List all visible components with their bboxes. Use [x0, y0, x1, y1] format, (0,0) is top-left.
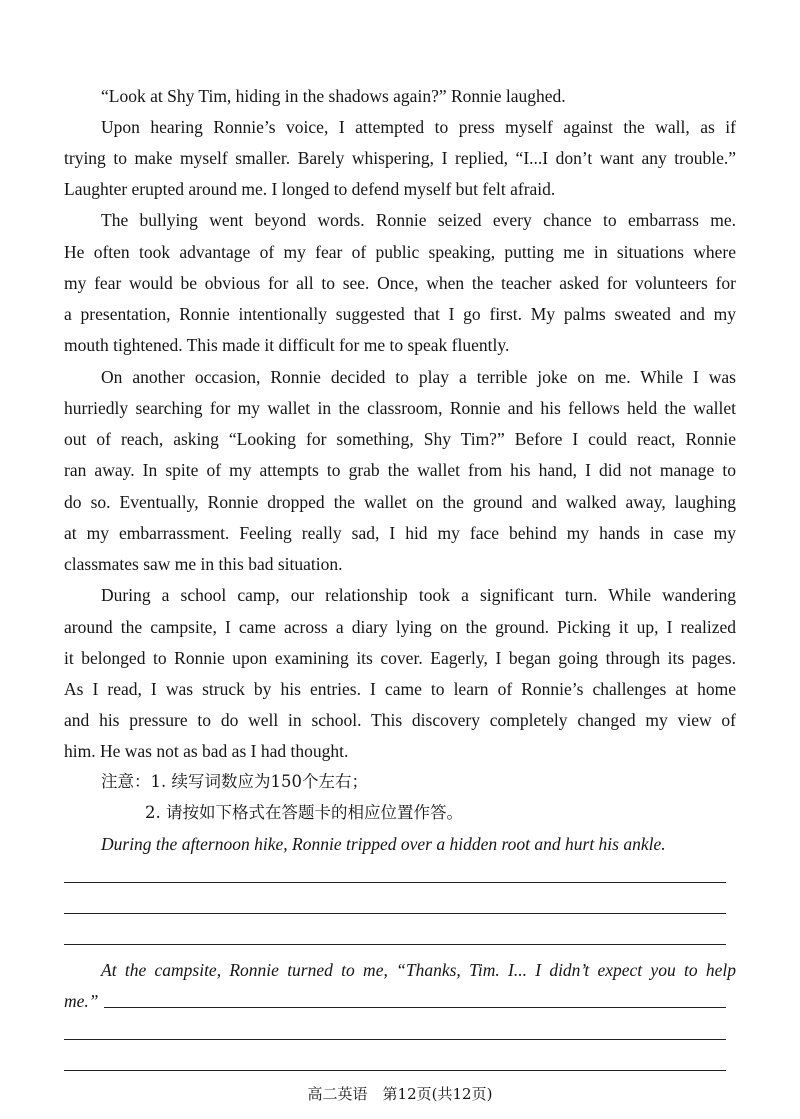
- continuation-prompt-1: During the afternoon hike, Ronnie tripped over a hidden root and hurt his ankle.: [101, 834, 666, 854]
- answer-line: [64, 944, 726, 945]
- passage-line: a presentation, Ronnie intentionally suggested that I go first. My palms sweated and my: [64, 304, 736, 324]
- passage-line: at my embarrassment. Feeling really sad, I hid my face behind my hands in case my: [64, 523, 736, 543]
- answer-line: [64, 1070, 726, 1071]
- passage-line: hurriedly searching for my wallet in the classroom, Ronnie and his fellows held the wallet: [64, 398, 736, 418]
- passage-line: During a school camp, our relationship took a significant turn. While wandering: [101, 585, 736, 605]
- passage-line: around the campsite, I came across a diary lying on the ground. Picking it up, I realized: [64, 617, 736, 637]
- passage-line: “Look at Shy Tim, hiding in the shadows again?” Ronnie laughed.: [101, 86, 566, 106]
- passage-line: him. He was not as bad as I had thought.: [64, 741, 349, 761]
- answer-line: [64, 882, 726, 883]
- answer-line: [64, 1039, 726, 1040]
- passage-line: my fear would be obvious for all to see. Once, when the teacher asked for volunteers for: [64, 273, 736, 293]
- note-word-count: 注意：1. 续写词数应为150个左右；: [101, 772, 368, 791]
- passage-line: Laughter erupted around me. I longed to defend myself but felt afraid.: [64, 179, 556, 199]
- page-footer: 高二英语 第12页(共12页): [307, 1085, 493, 1103]
- continuation-prompt-2-end: me.”: [64, 991, 99, 1011]
- passage-line: Upon hearing Ronnie’s voice, I attempted to press myself against the wall, as if: [101, 117, 736, 137]
- answer-line: [104, 1007, 726, 1008]
- passage-line: As I read, I was struck by his entries. I came to learn of Ronnie’s challenges at home: [64, 679, 736, 699]
- passage-line: and his pressure to do well in school. This discovery completely changed my view of: [64, 710, 736, 730]
- answer-line: [64, 913, 726, 914]
- passage-line: The bullying went beyond words. Ronnie seized every chance to embarrass me.: [101, 210, 736, 230]
- passage-line: out of reach, asking “Looking for something, Shy Tim?” Before I could react, Ronnie: [64, 429, 736, 449]
- passage-line: classmates saw me in this bad situation.: [64, 554, 343, 574]
- passage-line: trying to make myself smaller. Barely whispering, I replied, “I...I don’t want any trouble.”: [64, 148, 736, 168]
- passage-line: mouth tightened. This made it difficult for me to speak fluently.: [64, 335, 510, 355]
- passage-line: On another occasion, Ronnie decided to play a terrible joke on me. While I was: [101, 367, 736, 387]
- continuation-prompt-2: At the campsite, Ronnie turned to me, “Thanks, Tim. I... I didn’t expect you to help: [101, 960, 736, 980]
- note-answer-format: 2. 请按如下格式在答题卡的相应位置作答。: [145, 803, 463, 822]
- passage-line: do so. Eventually, Ronnie dropped the wallet on the ground and walked away, laughing: [64, 492, 736, 512]
- passage-line: ran away. In spite of my attempts to grab the wallet from his hand, I did not manage to: [64, 460, 736, 480]
- passage-line: it belonged to Ronnie upon examining its cover. Eagerly, I began going through its pages.: [64, 648, 736, 668]
- passage-line: He often took advantage of my fear of public speaking, putting me in situations where: [64, 242, 736, 262]
